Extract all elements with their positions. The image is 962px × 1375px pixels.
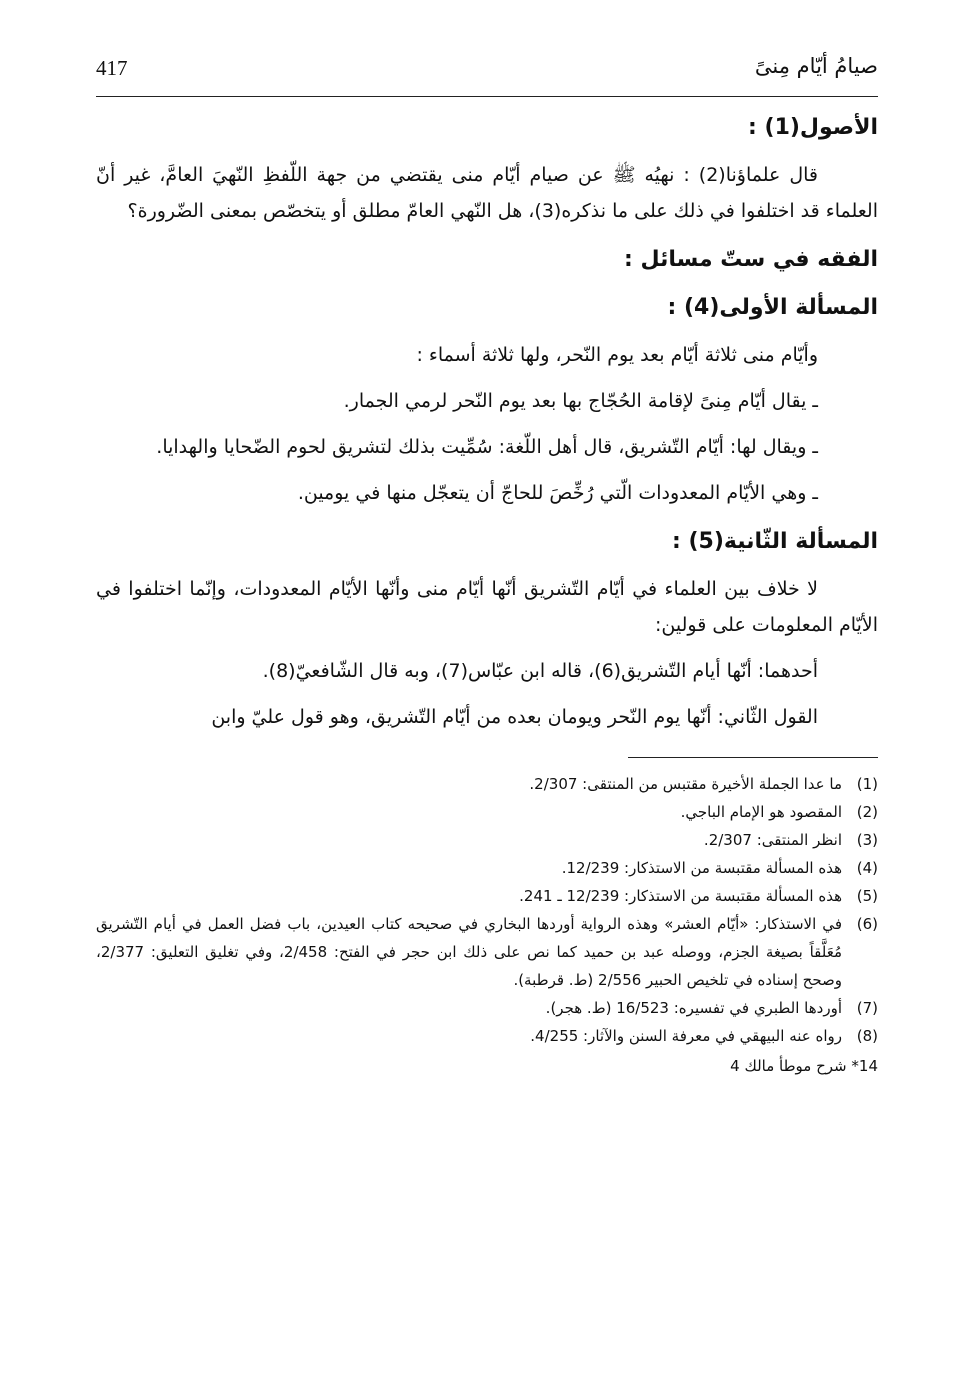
footnotes <box>96 770 878 1080</box>
footnote <box>96 910 878 994</box>
footnote <box>96 770 878 798</box>
footnote-text: انظر المنتقى: 2/307. <box>703 831 842 849</box>
page-number: 417 <box>96 56 128 80</box>
footnote <box>96 882 878 910</box>
footnote <box>96 854 878 882</box>
page-header <box>96 40 878 97</box>
footnote-number: (7) <box>856 999 878 1017</box>
footnote-separator <box>628 757 878 758</box>
footnote-number: (6) <box>856 915 878 933</box>
footnote-number: (5) <box>856 887 878 905</box>
footnote <box>96 826 878 854</box>
heading-usul: الأصول(1) : <box>748 115 878 140</box>
heading-question-2: المسألة الثّانية(5) : <box>672 529 878 554</box>
footnote-text: هذه المسألة مقتبسة من الاستذكار: 12/239. <box>561 859 842 877</box>
footnote-number: (4) <box>856 859 878 877</box>
footnote-text: أوردها الطبري في تفسيره: 16/523 (ط. هجر). <box>545 999 842 1017</box>
footnote <box>96 1022 878 1050</box>
paragraph: أحدهما: أنّها أيام التّشريق(6)، قاله ابن عبّاس(7)، وبه قال الشّافعيّ(8). <box>262 660 818 682</box>
footnote-number: (1) <box>856 775 878 793</box>
footnote-text: في الاستذكار: «أيّام العشر» وهذه الرواية أوردها البخاري في صحيحه كتاب العيدين، باب فضل العمل في أيام التّشريق مُعَلَّقاً بصيغة الجزم، ووصله عبد بن حميد كما نص على ذلك ابن حجر في الفتح: 2/458، وفي تغليق التعليق: 2/377، وصحح إسناده في تلخيص الحبير 2/556 (ط. قرطبة). <box>96 915 842 989</box>
footnote-text: هذه المسألة مقتبسة من الاستذكار: 12/239 ـ 241. <box>519 887 842 905</box>
running-title: صيامُ أيّام مِنىً <box>754 54 878 78</box>
footnote-text: رواه عنه البيهقي في معرفة السنن والآثار: 4/255. <box>530 1027 842 1045</box>
footnote-number: (2) <box>856 803 878 821</box>
paragraph-usul: قال علماؤنا(2) : نهيُه ﷺ عن صيام أيّام منى يقتضي من جهة اللّفظِ النّهيَ العامَّ، غير أنّ العلماء قد اختلفوا في ذلك على ما نذكره(3)، هل النّهي العامّ مطلق أو يتخصّص بمعنى الضّرورة؟ <box>96 164 878 222</box>
paragraph: لا خلاف بين العلماء في أيّام التّشريق أنّها أيّام منى وأنّها الأيّام المعدودات، وإنّما اختلفوا في الأيّام المعلومات على قولين: <box>96 578 878 636</box>
paragraph: القول الثّاني: أنّها يوم النّحر ويومان بعده من أيّام التّشريق، وهو قول عليّ وابن <box>211 706 818 728</box>
footnote-text: المقصود هو الإمام الباجي. <box>680 803 842 821</box>
paragraph: وأيّام منى ثلاثة أيّام بعد يوم النّحر، ولها ثلاثة أسماء : <box>416 344 818 366</box>
footnote <box>96 994 878 1022</box>
heading-fiqh: الفقه في ستّ مسائل : <box>624 247 878 272</box>
paragraph: ـ ويقال لها: أيّام التّشريق، قال أهل اللّغة: سُمِّيت بذلك لتشريق لحوم الضّحايا والهدايا. <box>156 436 818 458</box>
footnote-number: (8) <box>856 1027 878 1045</box>
footnote-number: (3) <box>856 831 878 849</box>
paragraph: ـ وهي الأيّام المعدودات الّتي رُخِّصَ للحاجّ أن يتعجّل منها في يومين. <box>297 482 818 504</box>
printer-signature: 14* شرح موطأ مالك 4 <box>730 1057 878 1075</box>
footnote-text: ما عدا الجملة الأخيرة مقتبس من المنتقى: 2/307. <box>529 775 842 793</box>
paragraph: ـ يقال أيّام مِنىً لإقامة الحُجّاج بها بعد يوم النّحر لرمي الجمار. <box>343 390 818 412</box>
heading-question-1: المسألة الأولى(4) : <box>667 295 878 320</box>
book-page <box>96 40 878 1080</box>
main-text <box>96 111 878 735</box>
footnote <box>96 798 878 826</box>
